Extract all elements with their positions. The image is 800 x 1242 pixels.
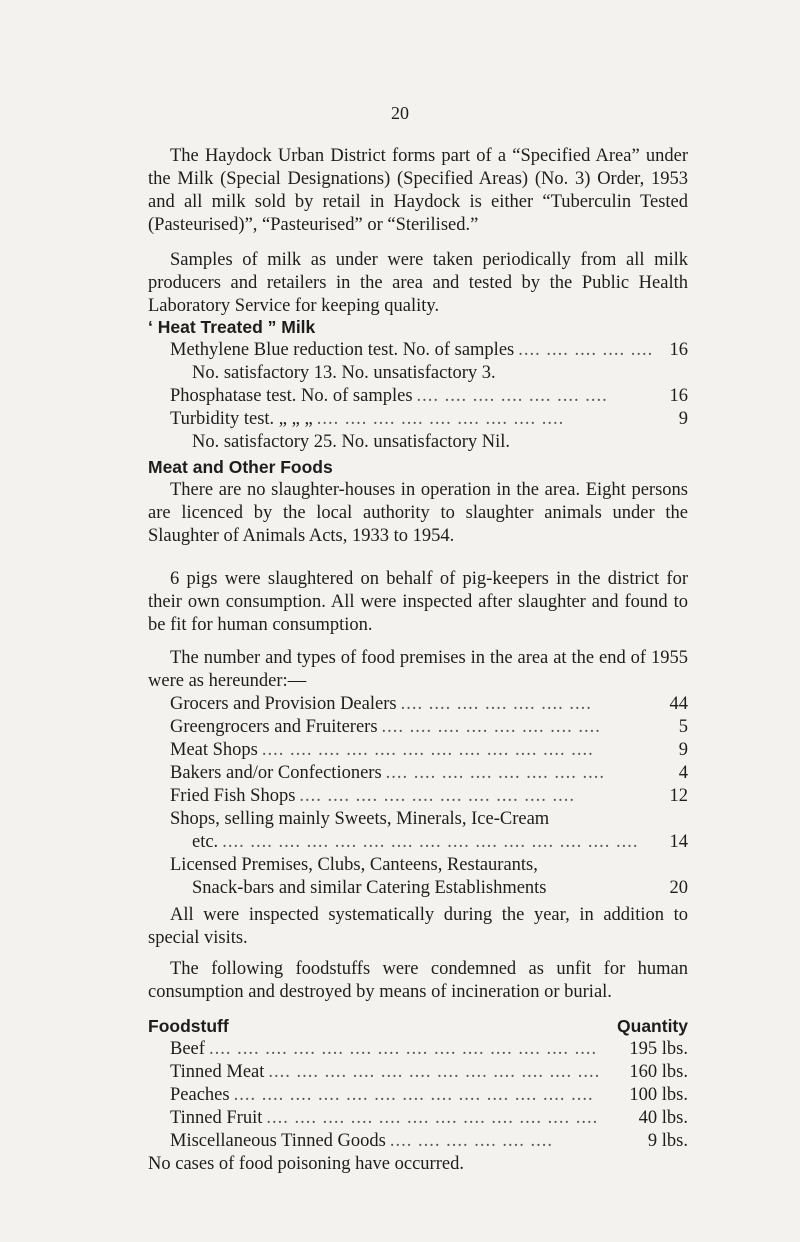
table-row <box>148 1107 688 1130</box>
foodstuff-item: Miscellaneous Tinned Goods <box>170 1131 386 1151</box>
meat-paragraph-3: The number and types of food premises in the area at the end of 1955 were as hereunder:— <box>148 648 688 691</box>
licensed-line-1: Licensed Premises, Clubs, Canteens, Restaurants, <box>170 855 538 875</box>
heat-treated-heading: ‘ Heat Treated ” Milk <box>148 317 316 337</box>
foodstuff-qty: 100 lbs. <box>629 1085 688 1105</box>
premises-label: Bakers and/or Confectioners <box>170 763 382 783</box>
premises-row <box>148 762 688 785</box>
meat-paragraph-4: All were inspected systematically during the year, in addition to special visits. <box>148 905 688 948</box>
foodstuff-qty: 9 lbs. <box>647 1131 688 1151</box>
leader-dots: .... .... .... .... .... .... .... .... .... .... .... .... <box>268 1062 601 1082</box>
leader-dots: .... .... .... .... .... .... .... .... .... .... .... .... <box>261 740 594 760</box>
foodstuff-qty: 40 lbs. <box>638 1108 688 1128</box>
foodstuff-qty: 195 lbs. <box>629 1039 688 1059</box>
foodstuff-item: Beef <box>170 1039 205 1059</box>
premises-value: 44 <box>669 694 688 714</box>
foodstuff-item: Tinned Fruit <box>170 1108 263 1128</box>
methylene-result: No. satisfactory 13. No. unsatisfactory 3. <box>192 363 496 383</box>
premises-row <box>148 693 688 716</box>
intro-paragraph-2: Samples of milk as under were taken periodically from all milk producers and retailers in the area and tested by the Public Health Laboratory Service for keeping quality. <box>148 250 688 316</box>
premises-value: 12 <box>669 786 688 806</box>
licensed-label: Snack-bars and similar Catering Establishments <box>192 878 547 898</box>
premises-label: Fried Fish Shops <box>170 786 296 806</box>
phosphatase-value: 16 <box>669 386 688 406</box>
leader-dots: .... .... .... .... .... .... .... .... .... .... <box>299 786 576 806</box>
meat-section <box>148 456 688 1004</box>
leader-dots: .... .... .... .... .... .... .... .... .... .... .... .... <box>266 1108 599 1128</box>
intro-paragraph-1: The Haydock Urban District forms part of a “Specified Area” under the Milk (Special Designations) (Specified Areas) (No. 3) Order, 1953 and all milk sold by retail in Haydock is either “Tuberculin Tested (Pasteurised)”, “Pasteurised” or “Sterilised.” <box>148 146 688 235</box>
table-row <box>148 1038 688 1061</box>
quantity-column-header: Quantity <box>617 1016 688 1036</box>
turbidity-result: No. satisfactory 25. No. unsatisfactory Nil. <box>192 432 511 452</box>
methylene-label: Methylene Blue reduction test. No. of samples <box>170 340 515 360</box>
premises-label: Grocers and Provision Dealers <box>170 694 397 714</box>
licensed-value: 20 <box>669 878 688 898</box>
sweets-row <box>148 831 688 854</box>
foodstuff-column-header: Foodstuff <box>148 1016 229 1036</box>
sweets-line-1: Shops, selling mainly Sweets, Minerals, Ice-Cream <box>170 809 550 829</box>
leader-dots: .... .... .... .... .... .... .... .... .... .... .... .... .... <box>233 1085 594 1105</box>
sweets-label: etc. <box>192 832 219 852</box>
premises-label: Meat Shops <box>170 740 258 760</box>
premises-label: Greengrocers and Fruiterers <box>170 717 378 737</box>
licensed-row <box>148 877 688 900</box>
leader-dots: .... .... .... .... .... .... .... .... .... .... .... .... .... .... <box>208 1039 598 1059</box>
table-row <box>148 1084 688 1107</box>
premises-value: 4 <box>678 763 688 783</box>
leader-dots: .... .... .... .... .... .... .... .... <box>385 763 606 783</box>
premises-row <box>148 739 688 762</box>
meat-paragraph-1: There are no slaughter-houses in operation in the area. Eight persons are licenced by the local authority to slaughter animals under the Slaughter of Animals Acts, 1933 to 1954. <box>148 480 688 546</box>
foodstuff-table <box>148 1015 688 1176</box>
premises-row <box>148 716 688 739</box>
turbidity-value: 9 <box>678 409 688 429</box>
leader-dots: .... .... .... .... .... .... .... <box>416 386 608 406</box>
phosphatase-row <box>148 385 688 408</box>
foodstuff-qty: 160 lbs. <box>629 1062 688 1082</box>
methylene-value: 16 <box>669 340 688 360</box>
foodstuff-item: Peaches <box>170 1085 230 1105</box>
leader-dots: .... .... .... .... .... .... .... <box>400 694 592 714</box>
sweets-value: 14 <box>669 832 688 852</box>
heat-treated-section <box>148 316 688 454</box>
meat-heading: Meat and Other Foods <box>148 457 333 477</box>
foodstuff-footer: No cases of food poisoning have occurred. <box>148 1154 464 1174</box>
turbidity-row <box>148 408 688 431</box>
premises-value: 9 <box>678 740 688 760</box>
foodstuff-header <box>148 1015 688 1038</box>
intro-section <box>148 145 688 318</box>
page-number: 20 <box>391 103 409 123</box>
premises-list <box>148 693 688 900</box>
leader-dots: .... .... .... .... .... .... <box>389 1131 553 1151</box>
turbidity-label: Turbidity test. „ „ „ <box>170 409 313 429</box>
leader-dots: .... .... .... .... .... .... .... .... .... .... .... .... .... .... .... <box>222 832 639 852</box>
phosphatase-label: Phosphatase test. No. of samples <box>170 386 413 406</box>
leader-dots: .... .... .... .... .... .... .... .... .... <box>316 409 565 429</box>
meat-paragraph-2: 6 pigs were slaughtered on behalf of pig-keepers in the district for their own consumption. All were inspected after slaughter and found to be fit for human consumption. <box>148 569 688 635</box>
leader-gap <box>547 877 670 900</box>
leader-dots: .... .... .... .... .... <box>518 340 654 360</box>
leader-dots: .... .... .... .... .... .... .... .... <box>381 717 601 737</box>
table-row <box>148 1130 688 1153</box>
methylene-row <box>148 339 688 362</box>
table-row <box>148 1061 688 1084</box>
meat-paragraph-5: The following foodstuffs were condemned as unfit for human consumption and destroyed by means of incineration or burial. <box>148 959 688 1002</box>
premises-row <box>148 785 688 808</box>
premises-value: 5 <box>678 717 688 737</box>
foodstuff-item: Tinned Meat <box>170 1062 265 1082</box>
